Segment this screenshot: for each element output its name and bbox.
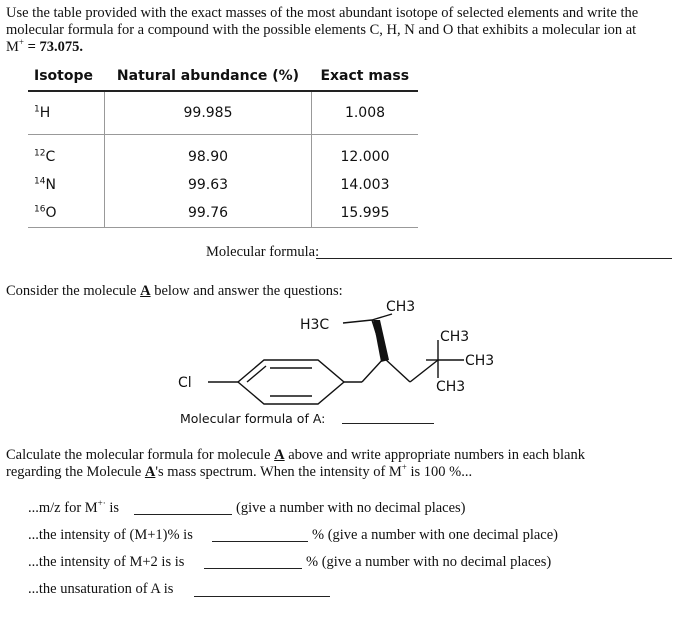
ion-symbol: M [6, 39, 19, 55]
question-unsaturation: ...the unsaturation of A is [28, 581, 174, 597]
aromatic-bond [247, 366, 266, 382]
isotope-cell: $^1$H [28, 91, 105, 135]
intro-line-1: Use the table provided with the exact masses of the most abundant isotope of selected elements and write the [6, 5, 639, 21]
chain-bond [410, 360, 438, 382]
calc-paragraph [6, 447, 656, 481]
calc-line-2: regarding the Molecule A's mass spectrum. When the intensity of M+ is 100 %... [6, 462, 473, 480]
chain-bond [384, 358, 410, 382]
figure-formula-label: Molecular formula of A: [180, 411, 326, 426]
header-exact-mass: Exact mass [312, 62, 419, 91]
header-abundance: Natural abundance (%) [105, 62, 312, 91]
question-mz: ...m/z for M+· is [28, 498, 120, 516]
answer-blank-m-plus-2[interactable] [204, 568, 302, 569]
abundance-cell: 99.985 [105, 91, 312, 135]
chain-bond [343, 320, 372, 323]
exact-mass-cell: 12.000 [312, 135, 419, 172]
h3c-left-label: H3C [300, 317, 330, 333]
question-m-plus-2: ...the intensity of M+2 is is [28, 554, 185, 570]
abundance-cell: 99.63 [105, 171, 312, 199]
answer-blank-mz[interactable] [134, 514, 232, 515]
hint-m-plus-2: % (give a number with no decimal places) [306, 554, 552, 570]
cl-label: Cl [178, 375, 192, 391]
molecule-a-label: A [140, 283, 151, 299]
exact-mass-cell: 1.008 [312, 91, 419, 135]
ch3-right-mid-label: CH3 [465, 353, 495, 369]
benzene-ring [238, 360, 344, 404]
abundance-cell: 99.76 [105, 199, 312, 228]
intro-line-2: molecular formula for a compound with the possible elements C, H, N and O that exhibits a molecular ion at [6, 22, 637, 38]
ch3-right-top-label: CH3 [440, 329, 470, 345]
calc-line-1: Calculate the molecular formula for molecule A above and write appropriate numbers in each blank [6, 447, 585, 463]
hint-m-plus-1: % (give a number with one decimal place) [312, 527, 558, 543]
hint-mz: (give a number with no decimal places) [236, 500, 466, 516]
question-m-plus-1: ...the intensity of (M+1)% is [28, 527, 193, 543]
answer-blank-m-plus-1[interactable] [212, 541, 308, 542]
isotope-cell: $^{16}$O [28, 199, 105, 228]
isotope-cell: $^{12}$C [34, 148, 56, 165]
exact-mass-cell: 15.995 [312, 199, 419, 228]
consider-text: Consider the molecule A below and answer the questions: [6, 283, 343, 299]
ion-charge: + [18, 37, 24, 48]
ch3-right-bottom-label: CH3 [436, 379, 466, 395]
wedge-bond [373, 320, 389, 362]
ion-value: = 73.075. [23, 39, 83, 55]
ch3-top-label: CH3 [386, 299, 416, 315]
header-isotope: Isotope [28, 62, 105, 91]
figure-formula-blank[interactable] [342, 423, 434, 424]
isotope-cell: $^{14}$N [34, 176, 56, 193]
abundance-cell: 98.90 [105, 135, 312, 172]
molecular-formula-label: Molecular formula: [206, 244, 320, 260]
exact-mass-cell: 14.003 [312, 171, 419, 199]
answer-blank-unsaturation[interactable] [194, 596, 330, 597]
chain-bond [362, 358, 384, 382]
